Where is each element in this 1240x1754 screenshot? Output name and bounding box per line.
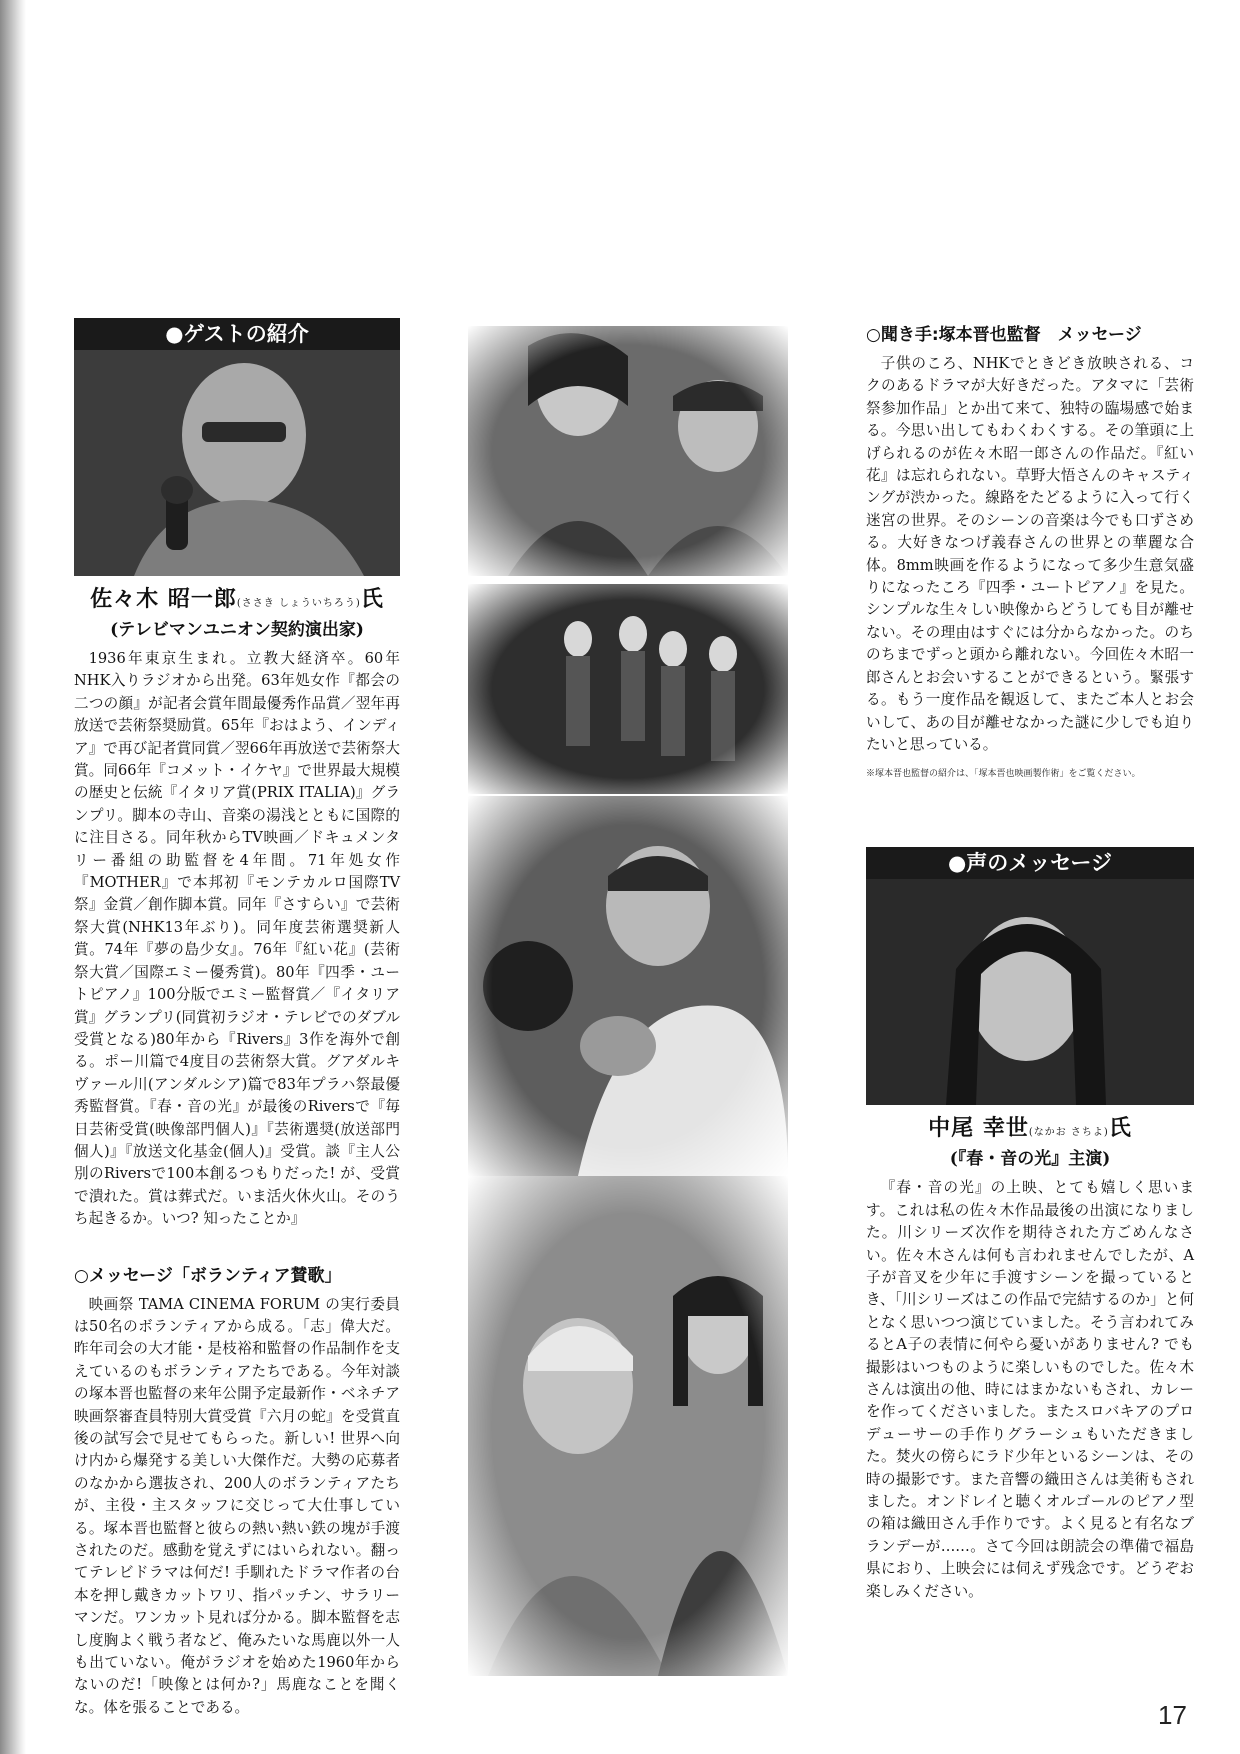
collage-photo-couple bbox=[468, 326, 788, 576]
scan-edge bbox=[0, 0, 26, 1754]
guest-reading: (ささき しょういちろう) bbox=[236, 598, 361, 609]
guest-role: (テレビマンユニオン契約演出家) bbox=[110, 620, 364, 640]
guest-honorific: 氏 bbox=[360, 586, 384, 612]
guest-name-line bbox=[74, 582, 400, 613]
guest-intro-header: ●ゲストの紹介 bbox=[74, 318, 400, 350]
volunteer-message-body: 映画祭 TAMA CINEMA FORUM の実行委員は50名のボランティアから成る。「志」偉大だ。昨年司会の大才能・是枝裕和監督の作品制作を支えているのもボランティアたちである。今年対談の塚本晋也監督の来年公開予定最新作・ベネチア映画祭審査員特別大賞受賞『六月の蛇』を受賞直後の試写会で見せてもらった。新しい! 世界へ向け内から爆発する美しい大傑作だ。大勢の応募者のなかから選抜され、200人のボランティアたちが、主役・主スタッフに交じって大仕事している。塚本晋也監督と彼らの熱い熱い鉄の塊が手渡されたのだ。感動を覚えずにはいられない。翻ってテレビドラマは何だ! 手馴れたドラマ作者の台本を押し戴きカットワリ、指パッチン、サラリーマンだ。ワンカット見れば分かる。脚本監督を志し度胸よく戦う者など、俺みたいな馬鹿以外一人も出ていない。俺がラジオを始めた1960年からないのだ!「映像とは何か?」馬鹿なことを聞くな。体を張ることである。 bbox=[74, 1295, 400, 1716]
collage-photo-masks bbox=[468, 584, 788, 794]
message-column bbox=[866, 320, 1194, 1603]
interviewer-note: ※塚本晋也監督の紹介は、「塚本晋也映画製作術」をご覧ください。 bbox=[866, 769, 1141, 780]
voice-role: (『春・音の光』主演) bbox=[949, 1149, 1111, 1170]
voice-name-line bbox=[866, 1111, 1194, 1142]
page-number: 17 bbox=[1158, 1700, 1187, 1730]
photo-collage bbox=[468, 326, 788, 1678]
guest-bio: 1936年東京生まれ。立教大経済卒。60年NHK入りラジオから出発。63年処女作『都会の二つの顔』が記者会賞年間最優秀作品賞／翌年再放送で芸術祭奨励賞。65年『おはよう、インディア』で再び記者賞同賞／翌66年再放送で芸術祭大賞。同66年『コメット・イケヤ』で世界最大規模の歴史と伝統『イタリア賞(PRIX ITALIA)』グランプリ。脚本の寺山、音楽の湯浅とともに国際的に注目さる。同年秋からTV映画／ドキュメンタリー番組の助監督を4年間。71年処女作『MOTHER』で本邦初『モンテカルロ国際TV祭』金賞／創作脚本賞。同年『さすらい』で芸術祭大賞(NHK13年ぶり)。同年度芸術選奨新人賞。74年『夢の島少女』。76年『紅い花』(芸術祭大賞／国際エミー優秀賞)。80年『四季・ユートピアノ』100分版でエミー監督賞／『イタリア賞』グランプリ(同賞初ラジオ・テレビでのダブル受賞となる)80年から『Rivers』3作を海外で創る。ポー川篇で4度目の芸術祭大賞。グアダルキヴァール川(アンダルシア)篇で83年プラハ祭最優秀監督賞。『春・音の光』が最後のRiversで『毎日芸術受賞(映像部門個人)』『芸術選奨(放送部門個人)』『放送文化基金(個人)』受賞。談『主人公別のRiversで100本創るつもりだった! が、受賞で潰れた。賞は葬式だ。いま活火休火山。そのうち起きるか。いつ? 知ったことか』 bbox=[74, 650, 400, 1228]
interviewer-message-title: ○聞き手:塚本晋也監督 メッセージ bbox=[866, 325, 1142, 345]
guest-intro-column bbox=[74, 318, 400, 1719]
voice-message-body: 『春・音の光』の上映、とても嬉しく思います。これは私の佐々木作品最後の出演になりました。川シリーズ次作を期待された方ごめんなさい。佐々木さんは何も言われませんでしたが、A子が音叉を少年に手渡すシーンを撮っているとき、「川シリーズはこの作品で完結するのか」と何となく思いつつ演じていました。そう言われてみるとA子の表情に何やら憂いがありません? でも撮影はいつものように楽しいものでした。佐々木さんは演出の他、時にはまかないもされ、カレーを作ってくださいました。またスロバキアのプロデューサーの手作りグラーシュもいただきました。焚火の傍らにラド少年といるシーンは、その時の撮影です。また音響の織田さんは美術もされました。オンドレイと聴くオルゴールのピアノ型の箱は織田さん手作りです。よく見ると有名なブランデーが……。さて今回は朗読会の準備で福島県におり、上映会には伺えず残念です。どうぞお楽しみください。 bbox=[866, 1179, 1194, 1600]
voice-honorific: 氏 bbox=[1108, 1115, 1132, 1142]
voice-reading: (なかお さちよ) bbox=[1028, 1127, 1109, 1139]
voice-actress-photo bbox=[866, 879, 1194, 1105]
voice-name: 中尾 幸世 bbox=[928, 1115, 1029, 1142]
interviewer-message-body: 子供のころ、NHKでときどき放映される、コクのあるドラマが大好きだった。アタマに「芸術祭参加作品」とか出て来て、独特の臨場感で始まる。今思い出してもわくわくする。その筆頭に上げられるのが佐々木昭一郎さんの作品だ。『紅い花』は忘れられない。草野大悟さんのキャスティングが渋かった。線路をたどるように入って行く迷宮の世界。そのシーンの音楽は今でも口ずさめる。大好きなつげ義春さんの世界との華麗な合体。8mm映画を作るようになって多少生意気盛りになったころ『四季・ユートピアノ』を見た。シンプルな生々しい映像からどうしても目が離せない。その理由はすぐには分からなかった。のちのちまでずっと頭から離れない。今回佐々木昭一郎さんとお会いすることができるという。緊張する。もう一度作品を観返して、またご本人とお会いして、あの目が離せなかった謎に少しでも迫りたいと思っている。 bbox=[866, 355, 1194, 753]
collage-photo-director bbox=[468, 796, 788, 1176]
guest-photo bbox=[74, 350, 400, 576]
voice-message-header: ●声のメッセージ bbox=[866, 847, 1194, 879]
collage-photo-elder-woman bbox=[468, 1176, 788, 1676]
guest-name: 佐々木 昭一郎 bbox=[90, 586, 237, 612]
volunteer-message-title: ○メッセージ「ボランティア賛歌」 bbox=[74, 1265, 342, 1286]
